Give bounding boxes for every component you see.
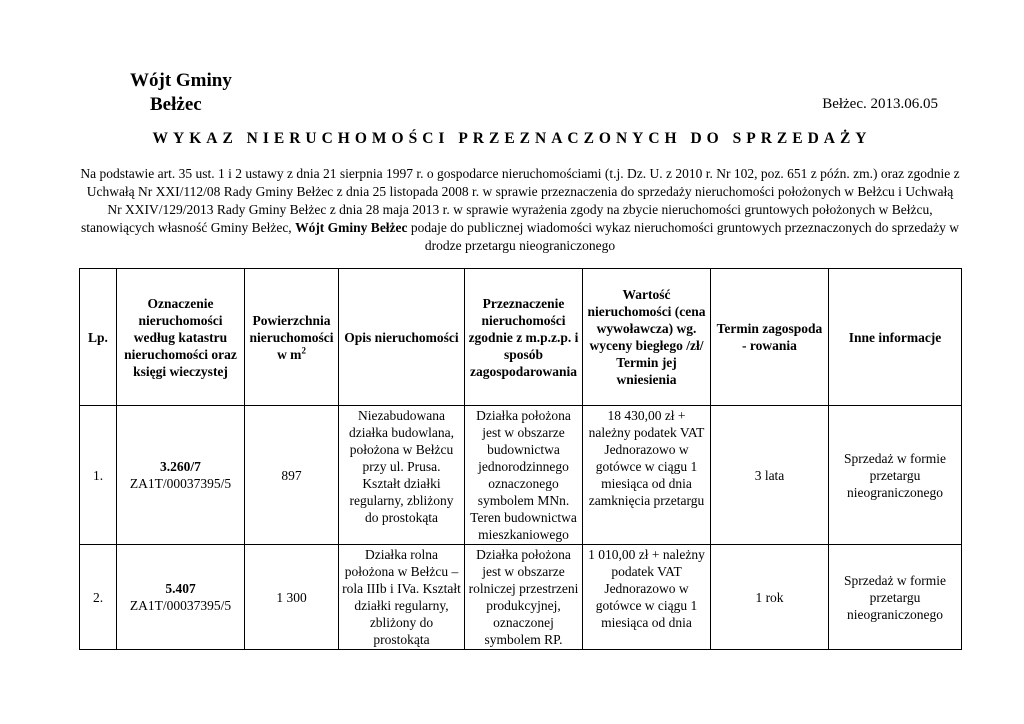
cell-lp: 2. <box>80 545 117 650</box>
table-row <box>80 406 962 545</box>
intro-text-part1: Na podstawie art. 35 ust. 1 i 2 ustawy z dnia 21 sierpnia 1997 r. o gospodarce nieruchomościami (t.j. Dz. U. z 2010 r. Nr 102, poz. 651 z późn. zm.) oraz zgodnie z Uchwałą Nr XXI/112/08 Rady Gminy Bełżec z dnia 25 listopada 2008 r. w sprawie przeznaczenia do sprzedaży nieruchomości położonych w Bełżcu i Uchwałą Nr XXIV/129/2013 Rady Gminy Bełżec z dnia 28 maja 2013 r. w sprawie wyrażenia zgody na zbycie nieruchomości gruntowych położonych w Bełżcu, stanowiących własność Gminy Bełżec, <box>80 166 960 235</box>
cell-opis: Niezabudowana działka budowlana, położona w Bełżcu przy ul. Prusa. Kształt działki regularny, zbliżony do prostokąta <box>339 406 465 545</box>
cell-oznaczenie <box>117 406 245 545</box>
cell-przeznaczenie: Działka położona jest w obszarze budownictwa jednorodzinnego oznaczonego symbolem MNn. Teren budownictwa mieszkaniowego <box>465 406 583 545</box>
intro-text-part2: podaje do publicznej wiadomości wykaz nieruchomości gruntowych przeznaczonych do sprzedaży w drodze przetargu nieograniczonego <box>410 220 959 253</box>
header-powierzchnia-text: Powierzchnia nieruchomości w m <box>249 312 334 362</box>
cell-termin: 1 rok <box>711 545 829 650</box>
header-termin: Termin zagospoda - rowania <box>711 269 829 406</box>
cell-lp: 1. <box>80 406 117 545</box>
cell-wartosc: 18 430,00 zł + należny podatek VAT Jednorazowo w gotówce w ciągu 1 miesiąca od dnia zamknięcia przetargu <box>583 406 711 545</box>
cell-kw: ZA1T/00037395/5 <box>129 598 232 613</box>
org-name-line2: Bełżec <box>150 94 202 115</box>
cell-dzialka: 3.260/7 <box>160 459 201 474</box>
cell-inne: Sprzedaż w formie przetargu nieograniczonego <box>829 545 962 650</box>
cell-termin: 3 lata <box>711 406 829 545</box>
table-row <box>80 545 962 650</box>
header-lp: Lp. <box>80 269 117 406</box>
header-inne: Inne informacje <box>829 269 962 406</box>
header-opis: Opis nieruchomości <box>339 269 465 406</box>
document-title: WYKAZ NIERUCHOMOŚCI PRZEZNACZONYCH DO SPRZEDAŻY <box>152 130 872 147</box>
cell-powierzchnia: 897 <box>245 406 339 545</box>
cell-dzialka: 5.407 <box>165 581 196 596</box>
header-powierzchnia-sup: 2 <box>301 345 306 355</box>
property-table <box>79 268 962 650</box>
cell-inne: Sprzedaż w formie przetargu nieograniczonego <box>829 406 962 545</box>
place-date: Bełżec. 2013.06.05 <box>822 96 938 112</box>
header-powierzchnia <box>245 269 339 406</box>
cell-kw: ZA1T/00037395/5 <box>129 476 232 491</box>
intro-text-bold: Wójt Gminy Bełżec <box>295 220 408 235</box>
header-wartosc: Wartość nieruchomości (cena wywoławcza) wg. wyceny biegłego /zł/ Termin jej wniesienia <box>583 269 711 406</box>
cell-powierzchnia: 1 300 <box>245 545 339 650</box>
header-oznaczenie: Oznaczenie nieruchomości według katastru nieruchomości oraz księgi wieczystej <box>117 269 245 406</box>
intro-paragraph <box>80 165 960 255</box>
cell-oznaczenie <box>117 545 245 650</box>
header-przeznaczenie: Przeznaczenie nieruchomości zgodnie z m.p.z.p. i sposób zagospodarowania <box>465 269 583 406</box>
cell-przeznaczenie: Działka położona jest w obszarze rolniczej przestrzeni produkcyjnej, oznaczonej symbolem RP. <box>465 545 583 650</box>
cell-opis: Działka rolna położona w Bełżcu – rola IIIb i IVa. Kształt działki regularny, zbliżony do prostokąta <box>339 545 465 650</box>
org-name-line1: Wójt Gminy <box>130 70 232 91</box>
cell-wartosc: 1 010,00 zł + należny podatek VAT Jednorazowo w gotówce w ciągu 1 miesiąca od dnia <box>583 545 711 650</box>
table-header-row <box>80 269 962 406</box>
